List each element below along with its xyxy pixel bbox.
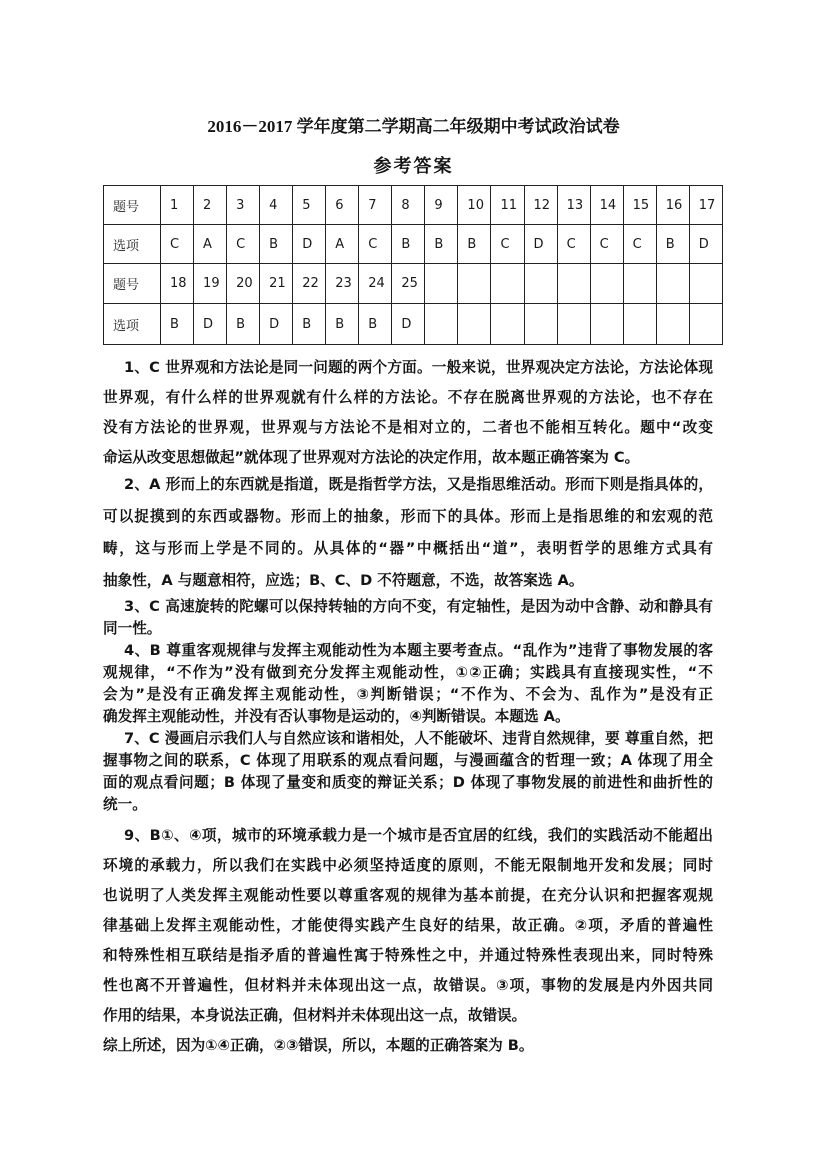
explanation-line: 同一性。	[103, 620, 162, 637]
answer-table-cell: A	[194, 225, 227, 264]
explanation-line: 握事物之间的联系，C 体现了用联系的观点看问题，与漫画蕴含的哲理一致；A 体现了用全	[103, 752, 713, 769]
answer-table-cell: 10	[458, 186, 491, 225]
answer-table-row-label: 选项	[104, 225, 161, 264]
explanation-line: 确发挥主观能动性，并没有否认事物是运动的，④判断错误。本题选 A。	[103, 708, 570, 725]
explanation-line: 畴，这与形而上学是不同的。从具体的“器”中概括出“道”，表明哲学的思维方式具有	[103, 540, 713, 557]
answer-table-cell: 14	[590, 186, 623, 225]
answer-table-empty-cell	[425, 304, 458, 345]
answer-table-cell: B	[458, 225, 491, 264]
explanation-line: 观规律，“不作为”没有做到充分发挥主观能动性，①②正确；实践具有直接现实性，“不	[103, 664, 713, 681]
explanation-line: 和特殊性相互联结是指矛盾的普遍性寓于特殊性之中，并通过特殊性表现出来，同时特殊	[103, 947, 713, 964]
answer-table-cell: 5	[293, 186, 326, 225]
answer-table-cell: 23	[326, 264, 359, 304]
answer-table-cell: 8	[392, 186, 425, 225]
explanation-9	[103, 821, 713, 1031]
explanation-7	[103, 728, 713, 816]
answer-table-cell: B	[260, 225, 293, 264]
explanation-line: 作用的结果，本身说法正确，但材料并未体现出这一点，故错误。	[103, 1007, 527, 1024]
explanation-line: 环境的承载力，所以我们在实践中必须坚持适度的原则，不能无限制地开发和发展；同时	[103, 857, 713, 874]
answer-table-cell: C	[590, 225, 623, 264]
answer-table-empty-cell	[689, 264, 722, 304]
answer-table-cell: 13	[557, 186, 590, 225]
answer-table-empty-cell	[458, 264, 491, 304]
document-title: 2016－2017 学年度第二学期高二年级期中考试政治试卷	[207, 117, 620, 136]
answer-table-cell: C	[359, 225, 392, 264]
answer-table-cell: 2	[194, 186, 227, 225]
answer-table-cell: 20	[227, 264, 260, 304]
answer-table-cell: D	[392, 304, 425, 345]
answer-table-row-label: 题号	[104, 186, 161, 225]
answer-table-cell: C	[491, 225, 524, 264]
explanation-line: 命运从改变思想做起”就体现了世界观对方法论的决定作用，故本题正确答案为 C。	[103, 449, 640, 466]
explanation-2	[103, 469, 713, 597]
explanation-line: 会为”是没有正确发挥主观能动性，③判断错误；“不作为、不会为、乱作为”是没有正	[103, 686, 713, 703]
explanation-9-conclusion: 综上所述，因为①④正确，②③错误，所以，本题的正确答案为 B。	[103, 1037, 534, 1054]
answer-table-cell: 6	[326, 186, 359, 225]
answer-table-cell: B	[359, 304, 392, 345]
answer-table-cell: 7	[359, 186, 392, 225]
answer-table-row	[104, 264, 723, 304]
answer-table-cell: D	[293, 225, 326, 264]
answer-table-empty-cell	[689, 304, 722, 345]
answer-table-cell: B	[392, 225, 425, 264]
answer-table-cell: D	[194, 304, 227, 345]
answer-table-empty-cell	[656, 264, 689, 304]
explanation-4	[103, 640, 713, 728]
explanation-1	[103, 353, 713, 473]
answer-table-empty-cell	[491, 304, 524, 345]
answer-table-cell: 1	[161, 186, 194, 225]
explanation-line: 2、A 形而上的东西就是指道，既是指哲学方法，又是指思维活动。形而下则是指具体的，	[124, 476, 713, 493]
answer-table-cell: B	[293, 304, 326, 345]
answer-table-cell: B	[161, 304, 194, 345]
answer-table-row-label: 题号	[104, 264, 161, 304]
answer-table-cell: D	[689, 225, 722, 264]
explanation-line: 7、C 漫画启示我们人与自然应该和谐相处，人不能破坏、违背自然规律，要 尊重自然，把	[124, 730, 713, 747]
answer-table-row	[104, 225, 723, 264]
explanation-line: 面的观点看问题；B 体现了量变和质变的辩证关系；D 体现了事物发展的前进性和曲折性的	[103, 774, 713, 791]
answer-table-cell: 16	[656, 186, 689, 225]
explanation-line: 世界观，有什么样的世界观就有什么样的方法论。不存在脱离世界观的方法论，也不存在	[103, 389, 713, 406]
answer-table-cell: 4	[260, 186, 293, 225]
answer-table-empty-cell	[524, 264, 557, 304]
answer-table-cell: 25	[392, 264, 425, 304]
answer-table-cell: B	[227, 304, 260, 345]
answer-table-empty-cell	[656, 304, 689, 345]
answer-table-empty-cell	[458, 304, 491, 345]
explanation-line: 4、B 尊重客观规律与发挥主观能动性为本题主要考查点。“乱作为”违背了事物发展的客	[124, 642, 713, 659]
answer-table-cell: 22	[293, 264, 326, 304]
answer-table	[103, 185, 723, 345]
answer-table-cell: B	[656, 225, 689, 264]
answer-table-row	[104, 186, 723, 225]
answer-table-cell: 21	[260, 264, 293, 304]
explanation-line: 抽象性，A 与题意相符，应选；B、C、D 不符题意，不选，故答案选 A。	[103, 572, 584, 589]
answer-table-empty-cell	[590, 304, 623, 345]
explanation-line: 3、C 高速旋转的陀螺可以保持转轴的方向不变，有定轴性，是因为动中含静、动和静具有	[124, 598, 713, 615]
answer-table-cell: 12	[524, 186, 557, 225]
answer-table-cell: 24	[359, 264, 392, 304]
answer-table-empty-cell	[491, 264, 524, 304]
document-subtitle: 参考答案	[373, 156, 454, 177]
answer-table-cell: C	[227, 225, 260, 264]
explanation-line: 统一。	[103, 796, 147, 813]
answer-table-cell: 3	[227, 186, 260, 225]
answer-table-cell: C	[623, 225, 656, 264]
answer-table-row	[104, 304, 723, 345]
explanation-line: 1、C 世界观和方法论是同一问题的两个方面。一般来说，世界观决定方法论，方法论体现	[124, 359, 713, 376]
answer-table-cell: B	[326, 304, 359, 345]
answer-table-cell: D	[260, 304, 293, 345]
explanation-line: 律基础上发挥主观能动性，才能使得实践产生良好的结果，故正确。②项，矛盾的普遍性	[103, 917, 713, 934]
answer-table-empty-cell	[524, 304, 557, 345]
answer-table-cell: B	[425, 225, 458, 264]
answer-table-empty-cell	[557, 264, 590, 304]
answer-table-cell: 9	[425, 186, 458, 225]
answer-table-cell: C	[557, 225, 590, 264]
answer-table-cell: A	[326, 225, 359, 264]
explanation-line: 没有方法论的世界观，世界观与方法论不是相对立的，二者也不能相互转化。题中“改变	[103, 419, 713, 436]
explanation-3	[103, 596, 713, 640]
answer-table-cell: C	[161, 225, 194, 264]
answer-table-empty-cell	[557, 304, 590, 345]
answer-table-empty-cell	[425, 264, 458, 304]
explanation-line: 9、B①、④项，城市的环境承载力是一个城市是否宜居的红线，我们的实践活动不能超出	[124, 827, 713, 844]
answer-table-empty-cell	[623, 264, 656, 304]
answer-table-cell: 18	[161, 264, 194, 304]
explanation-line: 性也离不开普遍性，但材料并未体现出这一点，故错误。③项，事物的发展是内外因共同	[103, 977, 713, 994]
answer-table-cell: D	[524, 225, 557, 264]
answer-table-empty-cell	[623, 304, 656, 345]
explanation-line: 可以捉摸到的东西或器物。形而上的抽象，形而下的具体。形而上是指思维的和宏观的范	[103, 508, 713, 525]
answer-table-cell: 19	[194, 264, 227, 304]
explanation-line: 也说明了人类发挥主观能动性要以尊重客观的规律为基本前提，在充分认识和把握客观规	[103, 887, 713, 904]
answer-table-cell: 11	[491, 186, 524, 225]
answer-table-cell: 17	[689, 186, 722, 225]
answer-table-empty-cell	[590, 264, 623, 304]
answer-table-cell: 15	[623, 186, 656, 225]
answer-table-row-label: 选项	[104, 304, 161, 345]
